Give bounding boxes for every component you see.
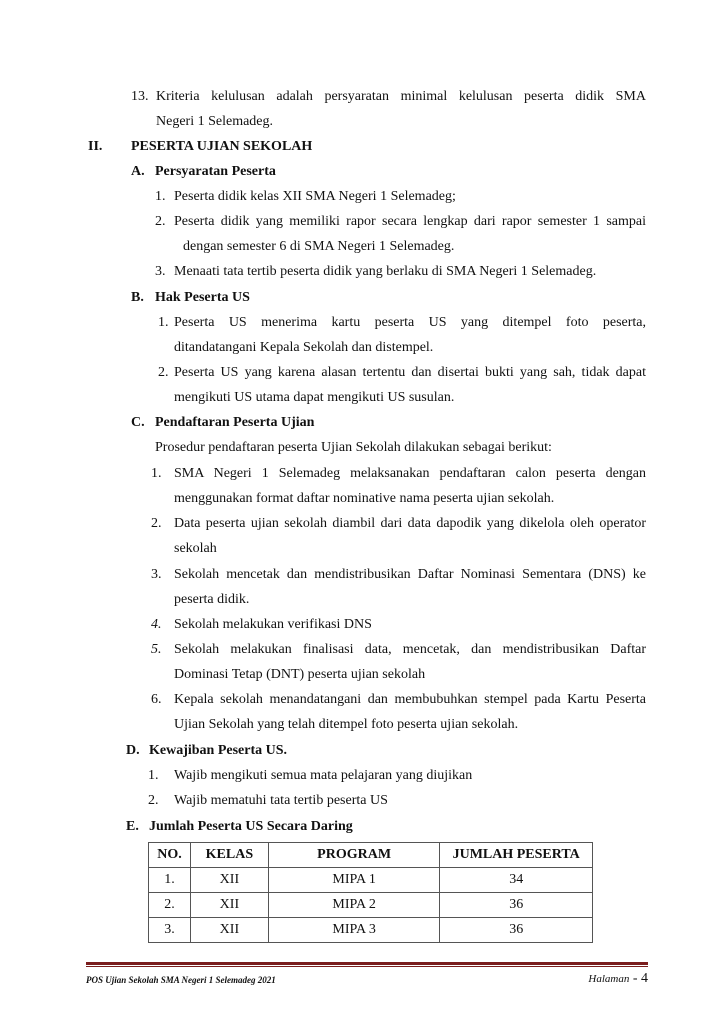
list-item-text: Sekolah melakukan finalisasi data, mencetak, dan mendistribusikan Daftar [174, 642, 646, 657]
list-item-text: Wajib mematuhi tata tertib peserta US [174, 793, 388, 808]
subsection-letter: D. [126, 743, 140, 758]
table-row [149, 893, 593, 918]
list-item-text: Data peserta ujian sekolah diambil dari data dapodik yang dikelola oleh operator [174, 516, 646, 531]
list-item-text: Dominasi Tetap (DNT) peserta ujian sekolah [174, 667, 426, 682]
footer-rule-thin [86, 966, 648, 967]
list-item-text: Kepala sekolah menandatangani dan membubuhkan stempel pada Kartu Peserta [174, 692, 646, 707]
table-header-row [149, 843, 593, 868]
subsection-title: Kewajiban Peserta US. [149, 743, 288, 758]
table-cell: MIPA 3 [268, 918, 440, 943]
list-number: 13. [131, 89, 149, 104]
list-item-text: Peserta US menerima kartu peserta US yang ditempel foto peserta, [174, 315, 646, 330]
section-numeral: II. [88, 139, 103, 154]
list-item-text: Peserta didik kelas XII SMA Negeri 1 Selemadeg; [174, 189, 456, 204]
table-cell: 3. [149, 918, 191, 943]
intro-text: Prosedur pendaftaran peserta Ujian Sekolah dilakukan sebagai berikut: [155, 440, 552, 455]
section-title: PESERTA UJIAN SEKOLAH [131, 139, 313, 154]
list-item-text: Wajib mengikuti semua mata pelajaran yang diujikan [174, 768, 473, 783]
table-cell: XII [190, 893, 268, 918]
list-number: 3. [155, 264, 166, 279]
footer-page [548, 971, 648, 987]
subsection-title: Persyaratan Peserta [155, 164, 276, 179]
list-item-text: dengan semester 6 di SMA Negeri 1 Selemadeg. [183, 239, 455, 254]
list-number: 2. [158, 365, 169, 380]
table-header-cell: JUMLAH PESERTA [440, 843, 593, 868]
subsection-letter: A. [131, 164, 145, 179]
list-item-text: Peserta didik yang memiliki rapor secara lengkap dari rapor semester 1 sampai [174, 214, 646, 229]
subsection-letter: E. [126, 819, 139, 834]
paragraph-line: Negeri 1 Selemadeg. [156, 114, 274, 129]
table-cell: XII [190, 918, 268, 943]
table-cell: 36 [440, 918, 593, 943]
list-item-text: menggunakan format daftar nominative nama peserta ujian sekolah. [174, 491, 555, 506]
list-item-text: Peserta US yang karena alasan tertentu dan disertai bukti yang sah, tidak dapat [174, 365, 646, 380]
subsection-title: Pendaftaran Peserta Ujian [155, 415, 315, 430]
table-cell: XII [190, 868, 268, 893]
list-number: 6. [151, 692, 162, 707]
subsection-letter: B. [131, 290, 144, 305]
list-number: 2. [148, 793, 159, 808]
table-cell: 34 [440, 868, 593, 893]
list-item-text: Ujian Sekolah yang telah ditempel foto peserta ujian sekolah. [174, 717, 519, 732]
table-row [149, 868, 593, 893]
footer-title: POS Ujian Sekolah SMA Negeri 1 Selemadeg 2021 [86, 975, 276, 985]
list-number: 5. [151, 642, 162, 657]
table-header-cell: NO. [149, 843, 191, 868]
subsection-letter: C. [131, 415, 145, 430]
list-number: 1. [158, 315, 169, 330]
list-item-text: Sekolah melakukan verifikasi DNS [174, 617, 372, 632]
table-cell: 2. [149, 893, 191, 918]
footer-page-label: Halaman [588, 973, 630, 985]
list-item-text: sekolah [174, 541, 217, 556]
list-item-text: Menaati tata tertib peserta didik yang berlaku di SMA Negeri 1 Selemadeg. [174, 264, 597, 279]
subsection-title: Hak Peserta US [155, 290, 250, 305]
participants-table [148, 842, 593, 943]
paragraph-line: Kriteria kelulusan adalah persyaratan minimal kelulusan peserta didik SMA [156, 89, 646, 104]
list-number: 2. [155, 214, 166, 229]
table-header-cell: PROGRAM [268, 843, 440, 868]
footer-rule [86, 962, 648, 965]
table-header-cell: KELAS [190, 843, 268, 868]
table-row [149, 918, 593, 943]
list-number: 1. [151, 466, 162, 481]
list-number: 1. [155, 189, 166, 204]
footer-page-sep: - [629, 971, 641, 986]
footer-page-number: 4 [641, 971, 648, 986]
list-number: 4. [151, 617, 162, 632]
list-item-text: Sekolah mencetak dan mendistribusikan Daftar Nominasi Sementara (DNS) ke [174, 567, 646, 582]
subsection-title: Jumlah Peserta US Secara Daring [149, 819, 353, 834]
list-number: 3. [151, 567, 162, 582]
table-cell: 1. [149, 868, 191, 893]
list-item-text: peserta didik. [174, 592, 250, 607]
list-item-text: ditandatangani Kepala Sekolah dan distempel. [174, 340, 434, 355]
table-cell: MIPA 2 [268, 893, 440, 918]
list-item-text: SMA Negeri 1 Selemadeg melaksanakan pendaftaran calon peserta dengan [174, 466, 646, 481]
list-number: 2. [151, 516, 162, 531]
list-item-text: mengikuti US utama dapat mengikuti US susulan. [174, 390, 455, 405]
list-number: 1. [148, 768, 159, 783]
table-cell: MIPA 1 [268, 868, 440, 893]
table-cell: 36 [440, 893, 593, 918]
